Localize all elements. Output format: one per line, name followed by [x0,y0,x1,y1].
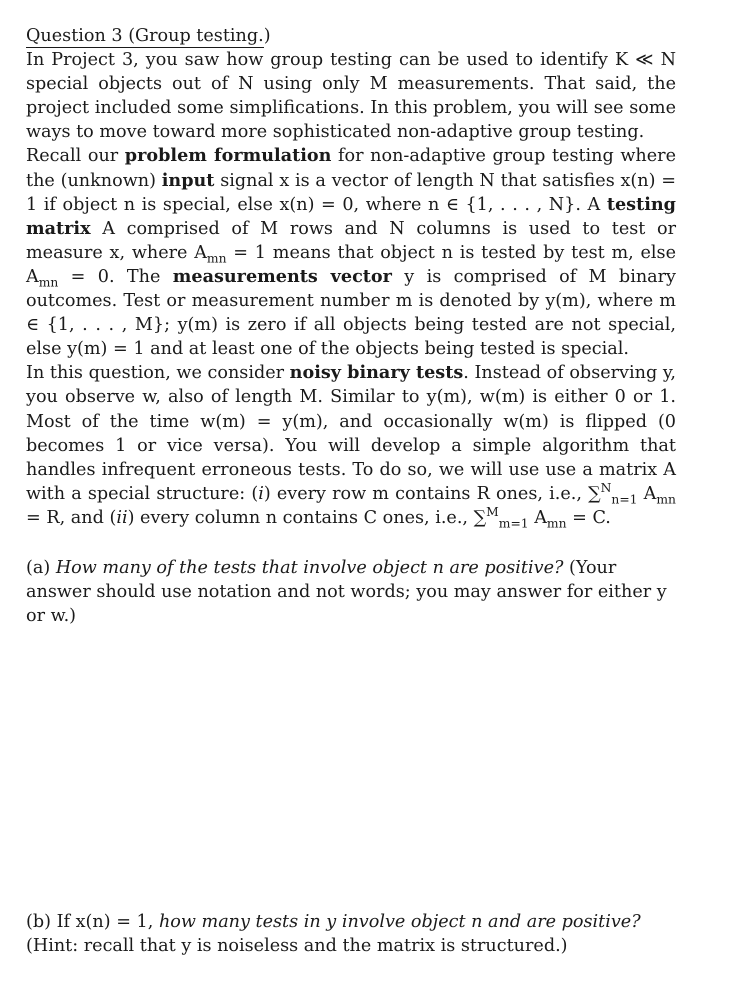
bold-term: measurements vector [172,265,392,287]
part-question-italic: how many tests in y involve object n and are positive? [158,912,641,932]
text-span: = 1 means that object n is tested by test m, else A [26,242,676,287]
subscript: mn [656,492,676,507]
superscript: N [600,480,612,495]
part-label: (b) If x(n) = 1, [26,912,159,932]
text-span: In this question, we consider [26,363,290,384]
bold-term: noisy binary tests [289,362,464,384]
question-title-wrap [26,24,676,48]
part-note: (Hint: recall that y is noiseless and the matrix is structured.) [26,936,568,957]
part-note: (Your answer should use notation and not words; you may answer for either y or w.) [26,558,667,627]
title-underline [26,47,264,48]
text-span: = C. [566,507,611,528]
italic-roman: i [258,483,264,504]
question-block [26,24,676,530]
part-question-italic: How many of the tests that involve object n are positive? [55,558,564,578]
bold-term: input [161,169,215,191]
text-span: = 0. The [58,266,173,287]
question-title: Question 3 (Group testing.) [26,26,271,46]
text-span: ) every row m contains R ones, i.e., ∑ [263,483,601,504]
part-b-question [26,910,676,958]
text-span: Recall our [26,146,125,167]
text-span: A comprised of M rows and N columns is used to test or measure x, where A [26,218,676,263]
italic-roman: ii [116,507,128,528]
subscript: mn [206,251,227,266]
bold-term: problem formulation [124,145,332,167]
subscript: mn [38,275,59,290]
part-a-question [26,556,676,628]
text-span: signal x is a vector of length N that satisfies x(n) = 1 if object n is special, else x(n) = 0, where n ∈ {1, . . . , N}. A [26,170,676,215]
subscript: mn [546,516,567,531]
text-span: for non-adaptive group testing where the (unknown) [26,146,676,191]
noisy-tests-paragraph [26,361,676,530]
formulation-paragraph [26,144,676,361]
intro-paragraph: In Project 3, you saw how group testing can be used to identify K ≪ N special objects out of N using only M measurements. That said, the project included some simplifications. In this problem, you will see some ways to move toward more sophisticated non-adaptive group testing. [26,50,676,143]
subscript: m=1 [498,516,529,531]
text-span: . Instead of observing y, you observe w, also of length M. Similar to y(m), w(m) is either 0 or 1. Most of the time w(m) = y(m), and occasionally w(m) is flipped (0 becomes 1 or vice versa). You will develop a simple algorithm that handles infrequent erroneous tests. To do so, we will use use a matrix A with a special structure: ( [26,363,677,504]
bold-term: testing matrix [26,193,676,239]
text-span: A [637,483,657,504]
subscript: n=1 [611,492,638,507]
text-span: = R, and ( [26,507,117,528]
part-label: (a) [26,558,56,578]
superscript: M [486,505,499,520]
text-span: A [528,507,547,528]
text-span: ) every column n contains C ones, i.e., ∑ [127,507,487,528]
text-span: y is comprised of M binary outcomes. Test or measurement number m is denoted by y(m), where m ∈ {1, . . . , M}; y(m) is zero if all objects being tested are not special, else y(m) = 1 and at least one of the objects being tested is special. [26,266,676,360]
